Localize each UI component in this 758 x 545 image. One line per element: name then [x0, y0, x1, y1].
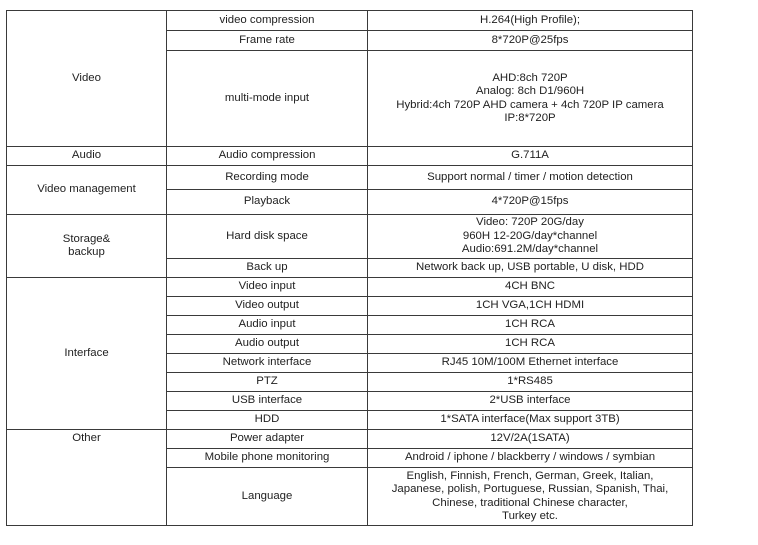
- table-row: [7, 166, 693, 190]
- feature-video-compression: video compression: [167, 11, 368, 31]
- feature-video-output: Video output: [167, 297, 368, 316]
- value-multi-mode-input: [368, 51, 693, 147]
- value-line: English, Finnish, French, German, Greek, Italian,: [406, 469, 654, 482]
- feature-ptz: PTZ: [167, 373, 368, 392]
- value-ptz: 1*RS485: [368, 373, 693, 392]
- category-other: [7, 430, 167, 526]
- value-video-compression: H.264(High Profile);: [368, 11, 693, 31]
- feature-audio-compression: Audio compression: [167, 147, 368, 166]
- table-row: [7, 430, 693, 449]
- feature-hdd: HDD: [167, 411, 368, 430]
- value-audio-input: 1CH RCA: [368, 316, 693, 335]
- value-recording-mode: Support normal / timer / motion detection: [368, 166, 693, 190]
- value-line: Japanese, polish, Portuguese, Russian, Spanish, Thai,: [391, 483, 669, 495]
- feature-audio-input: Audio input: [167, 316, 368, 335]
- value-line: Chinese, traditional Chinese character,: [432, 496, 628, 509]
- feature-mobile-monitoring: Mobile phone monitoring: [167, 449, 368, 468]
- feature-language: Language: [167, 468, 368, 526]
- category-storage-backup: [7, 215, 167, 278]
- table-row: [7, 11, 693, 31]
- table-row: [7, 147, 693, 166]
- feature-multi-mode-input: multi-mode input: [167, 51, 368, 147]
- category-video: Video: [7, 11, 167, 147]
- feature-frame-rate: Frame rate: [167, 31, 368, 51]
- value-back-up: Network back up, USB portable, U disk, HDD: [368, 259, 693, 278]
- value-hdd: 1*SATA interface(Max support 3TB): [368, 411, 693, 430]
- value-line: 960H 12-20G/day*channel: [462, 229, 598, 242]
- feature-playback: Playback: [167, 190, 368, 215]
- value-line: Video: 720P 20G/day: [476, 216, 584, 229]
- value-line: IP:8*720P: [504, 112, 556, 124]
- value-power-adapter: 12V/2A(1SATA): [368, 430, 693, 449]
- value-audio-compression: G.711A: [368, 147, 693, 166]
- feature-hard-disk-space: Hard disk space: [167, 215, 368, 259]
- table-row: [7, 278, 693, 297]
- value-hard-disk-space: [368, 215, 693, 259]
- category-interface: Interface: [7, 278, 167, 430]
- value-line: Turkey etc.: [502, 510, 558, 522]
- table-row: [7, 215, 693, 259]
- category-line: Storage&: [62, 232, 111, 245]
- value-usb-interface: 2*USB interface: [368, 392, 693, 411]
- value-audio-output: 1CH RCA: [368, 335, 693, 354]
- feature-audio-output: Audio output: [167, 335, 368, 354]
- value-playback: 4*720P@15fps: [368, 190, 693, 215]
- value-language: [368, 468, 693, 526]
- value-video-output: 1CH VGA,1CH HDMI: [368, 297, 693, 316]
- value-line: Analog: 8ch D1/960H: [475, 85, 585, 97]
- category-video-management: Video management: [7, 166, 167, 215]
- feature-network-interface: Network interface: [167, 354, 368, 373]
- spec-table: [6, 10, 693, 526]
- feature-video-input: Video input: [167, 278, 368, 297]
- feature-back-up: Back up: [167, 259, 368, 278]
- category-audio: Audio: [7, 147, 167, 166]
- value-video-input: 4CH BNC: [368, 278, 693, 297]
- feature-recording-mode: Recording mode: [167, 166, 368, 190]
- value-line: Audio:691.2M/day*channel: [461, 243, 599, 256]
- value-line: Hybrid:4ch 720P AHD camera + 4ch 720P IP camera: [396, 98, 664, 111]
- value-mobile-monitoring: Android / iphone / blackberry / windows / symbian: [368, 449, 693, 468]
- category-other-label: Other: [72, 432, 101, 444]
- feature-usb-interface: USB interface: [167, 392, 368, 411]
- value-network-interface: RJ45 10M/100M Ethernet interface: [368, 354, 693, 373]
- category-line: backup: [68, 246, 105, 258]
- value-line: AHD:8ch 720P: [492, 71, 568, 84]
- feature-power-adapter: Power adapter: [167, 430, 368, 449]
- value-frame-rate: 8*720P@25fps: [368, 31, 693, 51]
